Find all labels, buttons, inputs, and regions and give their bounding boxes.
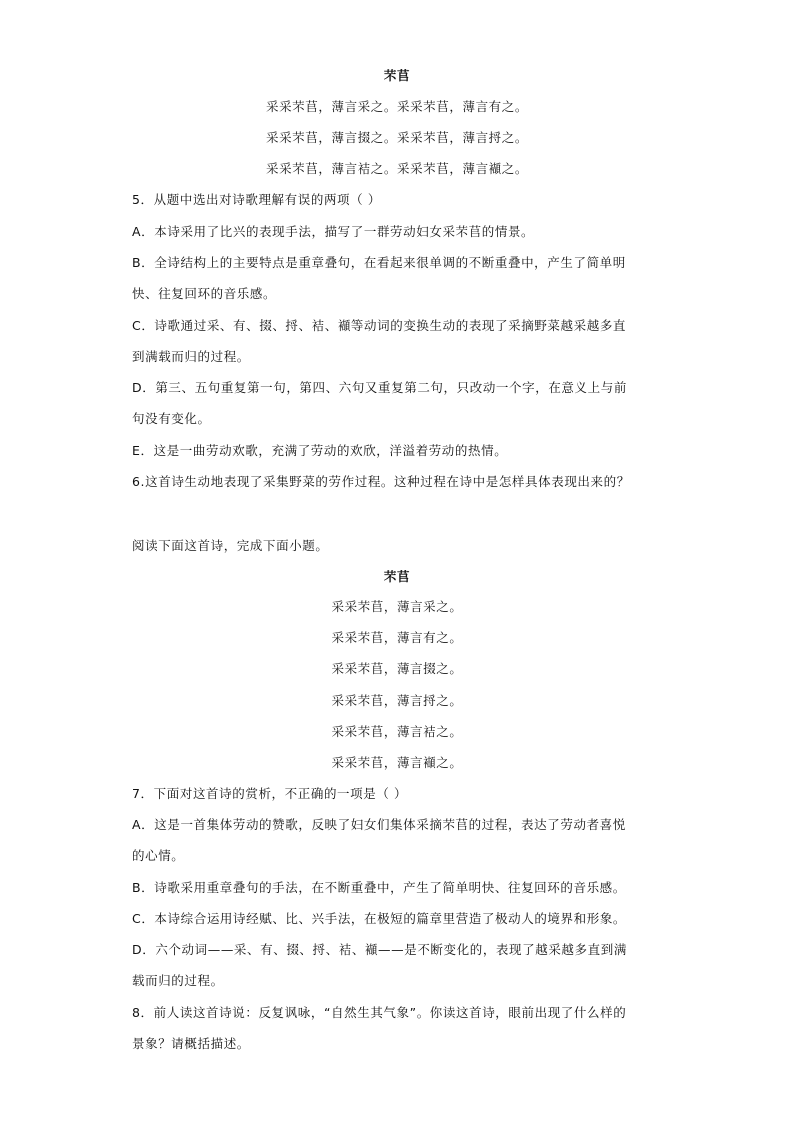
q5-option-e: E．这是一曲劳动欢歌，充满了劳动的欢欣，洋溢着劳动的热情。 bbox=[132, 443, 508, 458]
q5-option-d: D．第三、五句重复第一句，第四、六句又重复第二句，只改动一个字，在意义上与前 bbox=[132, 380, 627, 395]
poem-line: 采采芣苢，薄言捋之。 bbox=[331, 693, 463, 708]
poem-line: 采采芣苢，薄言采之。采采芣苢，薄言有之。 bbox=[265, 99, 528, 114]
question-6-stem: 6.这首诗生动地表现了采集野菜的劳作过程。这种过程在诗中是怎样具体表现出来的？ bbox=[132, 474, 630, 489]
poem-line: 采采芣苢，薄言采之。 bbox=[331, 599, 463, 614]
poem-title: 芣苢 bbox=[383, 68, 411, 83]
q5-option-b-continued: 快、往复回环的音乐感。 bbox=[132, 286, 277, 301]
question-8-stem: 8．前人读这首诗说：反复讽咏，“自然生其气象”。你读这首诗，眼前出现了什么样的 bbox=[132, 1005, 627, 1020]
q5-option-b: B．全诗结构上的主要特点是重章叠句，在看起来很单调的不断重叠中，产生了简单明 bbox=[132, 255, 626, 270]
poem-line: 采采芣苢，薄言掇之。 bbox=[331, 661, 463, 676]
q7-option-d-continued: 载而归的过程。 bbox=[132, 973, 224, 988]
q5-option-a: A．本诗采用了比兴的表现手法，描写了一群劳动妇女采芣苢的情景。 bbox=[132, 224, 535, 239]
poem-line: 采采芣苢，薄言襭之。 bbox=[331, 755, 463, 770]
q7-option-d: D．六个动词——采、有、掇、捋、袺、襭——是不断变化的，表现了越采越多直到满 bbox=[132, 942, 627, 957]
q5-option-c: C．诗歌通过采、有、掇、捋、袺、襭等动词的变换生动的表现了采摘野菜越采越多直 bbox=[132, 318, 627, 333]
poem-title: 芣苢 bbox=[383, 569, 411, 584]
q7-option-a: A．这是一首集体劳动的赞歌，反映了妇女们集体采摘芣苢的过程，表达了劳动者喜悦 bbox=[132, 817, 626, 832]
poem-line: 采采芣苢，薄言有之。 bbox=[331, 630, 463, 645]
reading-instruction: 阅读下面这首诗，完成下面小题。 bbox=[132, 538, 329, 553]
q7-option-a-continued: 的心情。 bbox=[132, 848, 185, 863]
q7-option-c: C．本诗综合运用诗经赋、比、兴手法，在极短的篇章里营造了极动人的境界和形象。 bbox=[132, 911, 627, 926]
q5-option-c-continued: 到满载而归的过程。 bbox=[132, 349, 250, 364]
poem-line: 采采芣苢，薄言掇之。采采芣苢，薄言捋之。 bbox=[265, 130, 528, 145]
question-5-stem: 5．从题中选出对诗歌理解有误的两项（ ） bbox=[132, 192, 381, 207]
q7-option-b: B．诗歌采用重章叠句的手法，在不断重叠中，产生了简单明快、往复回环的音乐感。 bbox=[132, 880, 626, 895]
question-7-stem: 7．下面对这首诗的赏析，不正确的一项是（ ） bbox=[132, 786, 408, 801]
poem-line: 采采芣苢，薄言袺之。 bbox=[331, 724, 463, 739]
poem-line: 采采芣苢，薄言袺之。采采芣苢，薄言襭之。 bbox=[265, 161, 528, 176]
q5-option-d-continued: 句没有变化。 bbox=[132, 411, 211, 426]
question-8-stem-continued: 景象？请概括描述。 bbox=[132, 1036, 250, 1051]
